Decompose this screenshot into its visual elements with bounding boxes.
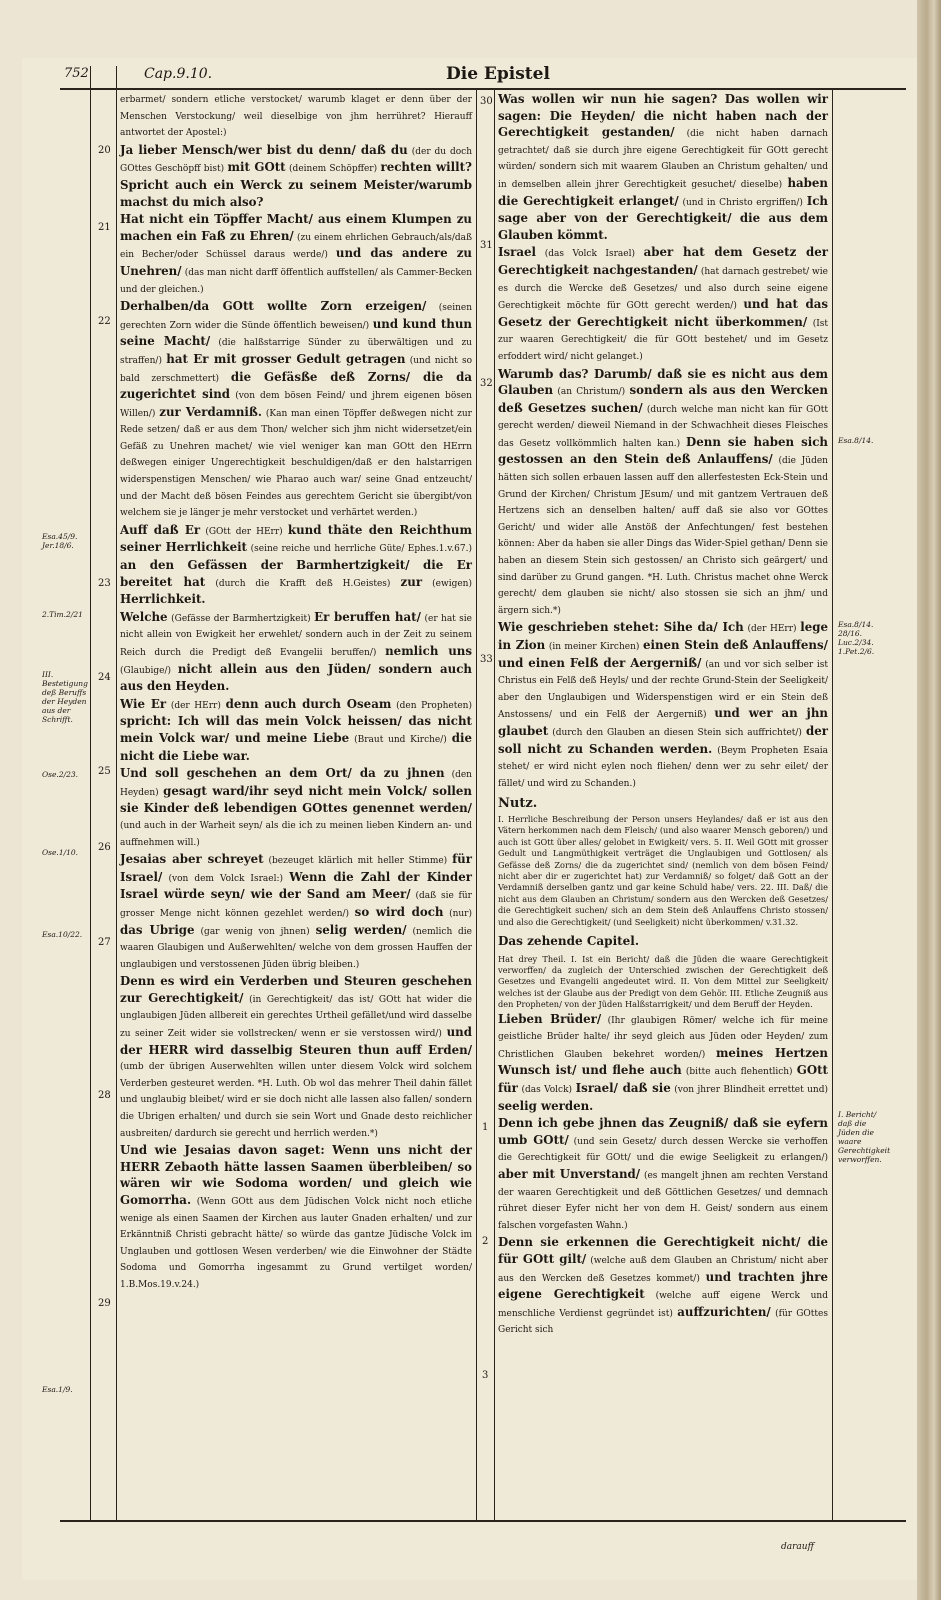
gloss: (und in Christo ergriffen/): [682, 197, 803, 208]
verse-paragraph: [120, 766, 472, 851]
gloss: (Braut und Kirche/): [354, 734, 447, 745]
scripture: GOtt für: [498, 1063, 828, 1095]
margin-note-tim: 2.Tim.2/21: [42, 610, 83, 619]
gloss: (und sein Gesetz/ durch dessen Wercke sie verhoffen die Gerechtigkeit für GOtt/ und die ewige Seeligkeit zu erlangen/): [498, 1136, 828, 1164]
scripture: so wird doch: [354, 904, 444, 919]
verse-paragraph: [120, 143, 472, 211]
center-rule-2: [494, 90, 495, 1522]
gloss: (hat darnach gestrebet/ wie es durch die Wercke deß Gesetzes/ und also durch seine eigene Gerechtigkeit möchte für GOtt gerecht werden/): [498, 266, 828, 312]
scripture: Israel: [498, 245, 537, 260]
scripture: Was wollen wir nun hie sagen? Das wollen wir sagen: Die Heyden/ die nicht haben nach der Gerechtigkeit gestanden/: [498, 92, 828, 140]
scripture: Wie geschrieben stehet: Sihe da/ Ich: [498, 620, 744, 635]
verse-paragraph: [120, 212, 472, 298]
center-rule-1: [476, 90, 477, 1522]
gloss: (die nicht haben darnach getrachtet/ daß sie durch jhre eigene Gerechtigkeit für GOtt gerecht würden/ sondern sich mit waarem Glauben an Christum gehalten/ und in demselben allein jhrer Gerechtigkeit gesuchet/ dieselbe): [498, 129, 828, 190]
scripture: Wenn die Zahl der Kinder Israel würde seyn/ wie der Sand am Meer/: [120, 869, 472, 902]
margin-note-esa-8-14: Esa.8/14.: [838, 436, 874, 445]
scripture: Jesaias aber schreyet: [120, 852, 264, 867]
scripture: hat Er mit grosser Gedult getragen: [166, 351, 406, 366]
gloss: (der HErr): [170, 700, 221, 711]
margin-note-esa-1-9: Esa.1/9.: [42, 1385, 73, 1394]
scripture: Und soll geschehen an dem Ort/ da zu jhnen: [120, 766, 445, 781]
gloss: (von jhrer Blindheit errettet und): [674, 1085, 828, 1095]
verse-number: 20: [98, 145, 111, 156]
scripture: Derhalben/da GOtt wollte Zorn erzeigen/: [120, 299, 427, 314]
gloss: (von dem Volck Israel:): [168, 873, 284, 884]
verse-number: 25: [98, 766, 111, 777]
scripture: zur: [400, 574, 423, 589]
gloss: (der du doch GOttes Geschöpff bist): [120, 146, 472, 175]
gloss: (und auch in der Warheit seyn/ als die ich zu meinen lieben Kindern an- und auffnehmen will.): [120, 820, 472, 848]
gloss: (seinen gerechten Zorn wider die Sünde öffentlich beweisen/): [120, 303, 472, 331]
scripture: gesagt ward/ihr seyd nicht mein Volck/ sollen sie Kinder deß lebendigen GOttes genennet werden/: [120, 783, 472, 816]
gloss: (das Volck Israel): [544, 249, 635, 260]
margin-note-bericht: I. Bericht/ daß die Jüden die waare Gerechtigkeit verworffen.: [838, 1110, 891, 1164]
scripture: seelig werden.: [498, 1098, 594, 1113]
gloss: (Kan man einen Töpffer deßwegen nicht zur Rede setzen/ daß er aus dem Thon/ welcher sich jhm nicht widersetzet/ein Gefäß zu Unehren machet/ wie viel weniger kan man GOtt den HErrn deßwegen einiger Ungerechtigkeit beschuldigen/daß er den halstarrigen widerspenstigen Menschen/ wie Pharao auch war/ seine Gnad entzeucht/ und der Macht deß bösen Feindes aus gerechtem Gericht sie übergibt/von welchem sie je länger je mehr verstocket und verhärtet werden.): [120, 408, 472, 519]
gloss: (für GOttes Gericht sich: [498, 1308, 828, 1336]
scripture: der soll nicht zu Schanden werden.: [498, 723, 828, 756]
right-margin-rule: [832, 90, 833, 1522]
gloss: (an und vor sich selber ist Christus ein Felß deß Heyls/ und der rechte Grund-Stein der Seeligkeit/ aber den Unglaubigen und Widerspenstigen wird er ein Stein deß Anstossens/ und ein Felß der Aergerniß): [498, 659, 828, 721]
footer-rule: [60, 1520, 906, 1522]
scripture: Wie Er: [120, 696, 167, 711]
verse-number: 3: [482, 1370, 489, 1381]
gloss: (an Christum/): [557, 387, 626, 398]
scripture: Ja lieber Mensch/wer bist du denn/ daß du: [120, 142, 408, 157]
margin-note-esa-10-22: Esa.10/22.: [42, 930, 83, 939]
verse-number: 29: [98, 1298, 111, 1309]
scripture: zur Verdamniß.: [159, 404, 262, 419]
gloss: (daß sie für grosser Menge nicht können gezehlet werden/): [120, 891, 472, 919]
left-verse-rule: [116, 66, 117, 1522]
verse-paragraph: [498, 620, 828, 792]
gloss: (gar wenig von jhnen): [200, 926, 310, 937]
gloss: (GOtt der HErr): [205, 526, 283, 537]
verse-number: 33: [480, 654, 493, 665]
gloss: (Beym Propheten Esaia stehet/ er wird nicht eylen noch fliehen/ denn wer zu sehr eilet/ der fället/ und wird zu Schanden.): [498, 745, 828, 789]
nutz-text: I. Herrliche Beschreibung der Person unsers Heylandes/ daß er ist aus den Vätern herkommen nach dem Fleisch/ (und also waarer Mensch geboren/) und auch ist GOtt über alles/ gelobet in Ewigkeit/ vers. 5. II. Weil GOtt mit grosser Gedult und Langmüthigkeit verträget die Unglaubigen und Gottlosen/ als Gefässe deß Zorns/ die da zugerichtet sind/ (nemlich von dem bösen Feind/ nicht aber dir er zugerichtet hat) zur Verdamniß/ so folget/ daß Gott an der Verdamniß derselben gantz und gar keine Schuld habe/ vers. 22. III. Daß/ die nicht aus dem Glauben an Christum/ sondern aus den Wercken deß Gesetzes/ die Gerechtigkeit suchen/ sich an dem Stein deß Anlauffens Christo stossen/ und also die Gerechtigkeit/ (und Seeligkeit) nicht überkommen/ v.31.32.: [498, 813, 828, 927]
gloss: (durch die Krafft deß H.Geistes): [215, 578, 391, 589]
gloss: (nur): [449, 908, 472, 919]
gloss: (welche auß dem Glauben an Christum/ nicht aber aus den Wercken deß Gesetzes kommet/): [498, 1255, 828, 1284]
scripture: Denn ich gebe jhnen das Zeugniß/ daß sie eyfern umb GOtt/: [498, 1116, 828, 1147]
gloss: erbarmet/ sondern etliche verstocket/ warumb klaget er denn über der Menschen Verstockung/ weil dieselbige von jhm herrühret? Hierauff antwortet der Apostel:): [120, 95, 472, 139]
gloss: (Gefässe der Barmhertzigkeit): [171, 613, 311, 624]
gloss: (der HErr): [747, 624, 797, 635]
scripture: Warumb das? Darumb/ daß sie es nicht aus dem Glauben: [498, 366, 828, 398]
scripture: Ich sage aber von der Gerechtigkeit/ die aus dem Glauben kömmt.: [498, 193, 828, 242]
margin-note-bestetigung: III. Bestetigung deß Beruffs der Heyden aus der Schrifft.: [42, 670, 88, 724]
scripture: Lieben Brüder/: [498, 1011, 602, 1026]
scripture: spricht: Ich will das mein Volck heissen/ das nicht mein Volck war/ und meine Liebe: [120, 714, 472, 745]
gloss: (zu einem ehrlichen Gebrauch/als/daß ein Becher/oder Schüssel daraus werde/): [120, 232, 472, 261]
gloss: (von dem bösen Feind/ und jhrem eigenen bösen Willen/): [120, 391, 472, 419]
right-text-column: [498, 92, 828, 1340]
scripture: lege in Zion: [498, 620, 829, 652]
scripture: rechten willt? Spricht auch ein Werck zu seinem Meister/warumb machst du mich also?: [120, 160, 472, 209]
scripture: kund thäte den Reichthum seiner Herrlichkeit: [120, 522, 472, 555]
scripture: sondern als aus den Wercken deß Gesetzes suchen/: [498, 383, 828, 415]
verse-number: 31: [480, 240, 493, 251]
gloss: (durch den Glauben an diesen Stein sich auffrichtet/): [552, 727, 802, 738]
chapter-heading: Das zehende Capitel.: [498, 934, 640, 948]
verse-number: 2: [482, 1236, 489, 1247]
verse-paragraph: [498, 245, 828, 365]
verse-number: 24: [98, 672, 111, 683]
scripture: und der HERR wird dasselbig Steuren thun auff Erden/: [120, 1025, 472, 1057]
scripture: einen Stein deß Anlauffens/ und einen Felß der Aergerniß/: [498, 638, 828, 670]
gloss: (bitte auch flehentlich): [685, 1067, 793, 1078]
gloss: (das man nicht darff öffentlich auffstellen/ als Cammer-Becken und der gleichen.): [120, 267, 473, 295]
chapter-reference: Cap.9.10.: [144, 66, 213, 82]
gloss: (es mangelt jhnen am rechten Verstand der waaren Gerechtigkeit und deß Göttlichen Gesetzes/ und demnach rühret dieser Eyfer nicht her von dem H. Geist/ sondern aus einem falschen vorgefasten Wahn.): [498, 1170, 828, 1231]
gloss: (Wenn GOtt aus dem Jüdischen Volck nicht noch etliche wenige als einen Saamen der Kirchen aus lauter Gnaden erhalten/ und zur Erkänntniß Christi gebracht hätte/ so würde das gantze Jüdische Volck im Unglauben und gottlosen Wesen verderben/ wie die Einwohner der Städte Sodoma und Gomorrha ingesammt zu Grund vertilget worden/ 1.B.Mos.19.v.24.): [120, 1197, 472, 1290]
verse-paragraph: [120, 610, 472, 696]
verse-paragraph: [120, 697, 472, 765]
scripture: haben die Gerechtigkeit erlanget/: [498, 175, 828, 208]
gloss: (den Heyden): [120, 770, 472, 798]
gloss: (er hat sie nicht allein von Ewigkeit her erwehlet/ sondern auch in der Zeit zu seinem Reich durch die Predigt deß Evangelii beruffen/): [120, 613, 472, 658]
verse-paragraph: [120, 1143, 472, 1293]
page-number: 752: [64, 66, 89, 81]
scripture: die Gefäsße deß Zorns/ die da zugerichtet sind: [120, 369, 472, 402]
gloss: (deinem Schöpffer): [289, 164, 378, 175]
scripture: Denn sie haben sich gestossen an den Stein deß Anlauffens/: [498, 434, 828, 467]
scripture: und wer an jhn glaubet: [498, 706, 828, 738]
scripture: und trachten jhre eigene Gerechtigkeit: [498, 1269, 828, 1302]
scripture: auffzurichten/: [677, 1304, 771, 1319]
scripture: Welche: [120, 609, 168, 624]
gloss: (ewigen): [432, 578, 472, 589]
scripture: meines Hertzen Wunsch ist/ und flehe auch: [498, 1045, 828, 1078]
verse-number: 27: [98, 937, 111, 948]
header-rule: [60, 88, 906, 90]
running-head: Die Epistel: [446, 64, 550, 84]
page-header: [56, 66, 904, 88]
gloss: (nemlich die waaren Glaubigen und Außerwehlten/ welche von dem grossen Hauffen der unglaubigen und verstossenen Jüden übrig bleiben.): [120, 926, 473, 970]
gloss: (Ist zur waaren Gerechtigkeit/ die für GOtt bestehet/ und im Gesetz erfoddert wird/ nicht gelanget.): [498, 318, 828, 362]
verse-number: 1: [482, 1122, 489, 1133]
gloss: (die Jüden hätten sich sollen erbauen lassen auff den allerfestesten Eck-Stein und Grund der Kirchen/ Christum JEsum/ und mit gantzem Vertrauen deß Hertzens sich an denselben halten/ auff daß sie also vor GOttes Gericht/ und wider alle Anstöß der Anfechtungen/ fest bestehen können: Aber da haben sie aller Dings das Wider-Spiel gethan/ Denn sie haben an diesem Stein sich gestossen/ an Christo sich geärgert/ und sind darüber zu Grund gangen. *H. Luth. Christus machet ohne Werck gerecht/ dem glauben sie nicht/ also stossen sie sich an jhm/ und ärgern sich.*): [498, 456, 828, 616]
scripture: nicht allein aus den Jüden/ sondern auch aus den Heyden.: [120, 661, 473, 694]
scripture: und hat das Gesetz der Gerechtigkeit nicht überkommen/: [498, 297, 828, 329]
verse-paragraph: [498, 92, 828, 244]
gloss: (in meiner Kirchen): [548, 642, 640, 652]
margin-note-esa-jer: Esa.45/9. Jer.18/6.: [42, 532, 78, 550]
scripture: das Ubrige: [120, 922, 195, 937]
gloss: (bezeuget klärlich mit heller Stimme): [268, 856, 448, 867]
verse-number: 28: [98, 1090, 111, 1101]
book-page-edge: [917, 0, 941, 1600]
verse-paragraph: [120, 974, 472, 1142]
gloss: (Glaubige/): [120, 665, 172, 676]
scripture: selig werden/: [315, 922, 407, 937]
verse-number: 26: [98, 842, 111, 853]
verse-paragraph: [498, 1012, 828, 1116]
left-margin-rule: [90, 66, 91, 1522]
scripture: aber hat dem Gesetz der Gerechtigkeit nachgestanden/: [498, 245, 828, 277]
scripture: Hat nicht ein Töpffer Macht/ aus einem Klumpen zu machen ein Faß zu Ehren/: [120, 212, 472, 243]
scripture: mit GOtt: [227, 160, 286, 175]
verse-number: 22: [98, 316, 111, 327]
scripture: nemlich uns: [385, 644, 472, 658]
scripture: Und wie Jesaias davon saget: Wenn uns nicht der HERR Zebaoth hätte lassen Saamen überbleiben/ so wären wir wie Sodoma worden/ und gleich wie Gomorrha.: [120, 1143, 472, 1207]
scripture: Herrlichkeit.: [120, 592, 206, 607]
verse-number: 32: [480, 378, 493, 389]
chapter-summary: Hat drey Theil. I. Ist ein Bericht/ daß die Jüden die waare Gerechtigkeit verworffen/ da zugleich der Unterschied zwischen der Gerechtigkeit deß Gesetzes und Evangelii angedeutet wird. II. Von dem Mittel zur Seeligkeit/ welches ist der Glaube aus der Predigt von dem Gehör. III. Etliche Zeugniß aus den Propheten/ von der Jüden Halßstarrigkeit/ und dem Beruff der Heyden.: [498, 953, 828, 1010]
verse-number: 23: [98, 578, 111, 589]
margin-note-esa-luc-pet: Esa.8/14. 28/16. Luc.2/34. 1.Pet.2/6.: [838, 620, 875, 656]
verse-paragraph: [498, 1116, 828, 1234]
gloss: (die halßstarrige Sünder zu überwältigen und zu straffen/): [120, 338, 472, 366]
verse-paragraph: [120, 523, 472, 609]
verse-number: 30: [480, 96, 493, 107]
verse-paragraph: [120, 299, 472, 522]
catchword: darauff: [781, 1542, 814, 1552]
gloss: (seine reiche und herrliche Güte/ Ephes.1.v.67.): [250, 544, 472, 555]
verse-paragraph: [120, 852, 472, 973]
left-text-column: [120, 92, 472, 1295]
gloss: (das Volck): [521, 1085, 573, 1095]
scripture: und kund thun seine Macht/: [120, 316, 472, 349]
scripture: Er beruffen hat/: [314, 609, 421, 624]
scripture: denn auch durch Oseam: [225, 696, 392, 711]
scripture: für Israel/: [120, 852, 472, 884]
gloss: (umb der übrigen Auserwehlten willen unter diesem Volck wird solchem Verderben gesteuret werden. *H. Luth. Ob wol das mehrer Theil dahin fället und unglaubig bleibet/ wird er sie doch nicht alle lassen also fallen/ sondern die Ubrigen erhalten/ und durch sie sein Wort und Gnade desto reichlicher ausbreiten/ dardurch sie gerecht und herrlich werden.*): [120, 1062, 472, 1139]
gloss: (den Propheten): [396, 700, 472, 711]
scripture: Israel/ daß sie: [575, 1081, 671, 1095]
verse-number: 21: [98, 222, 111, 233]
scripture: und das andere zu Unehren/: [120, 246, 472, 278]
scripture: Auff daß Er: [120, 522, 201, 537]
verse-paragraph: [498, 1235, 828, 1339]
scripture: Denn sie erkennen die Gerechtigkeit nicht/ die für GOtt gilt/: [498, 1235, 828, 1266]
paragraph: [120, 92, 472, 142]
scripture: aber mit Unverstand/: [498, 1166, 641, 1181]
scripture: Denn es wird ein Verderben und Steuren geschehen zur Gerechtigkeit/: [120, 974, 472, 1005]
verse-paragraph: [498, 367, 828, 620]
gloss: (Ihr glaubigen Römer/ welche ich für meine geistliche Brüder halte/ ihr seyd gleich aus Jüden oder Heyden/ zum Christlichen Glauben bekehret worden/): [498, 1015, 829, 1060]
margin-note-ose-1-10: Ose.1/10.: [42, 848, 79, 857]
gloss: (durch welche man nicht kan für GOtt gerecht werden/ dieweil Niemand in der Schwachheit dieses Fleisches das Gesetz vollkömmlich halten kan.): [498, 404, 828, 449]
gloss: (und nicht so bald zerschmettert): [120, 355, 472, 384]
margin-note-ose-2-23: Ose.2/23.: [42, 770, 79, 779]
gloss: (welche auff eigene Werck und menschliche Verdienst gegründet ist): [498, 1291, 828, 1319]
scripture: die nicht die Liebe war.: [120, 730, 472, 763]
nutz-heading: Nutz.: [498, 796, 538, 812]
gloss: (in Gerechtigkeit/ das ist/ GOtt hat wider die unglaubigen Jüden allbereit ein gerechtes Urtheil gefället/und wird dasselbe zu seiner Zeit wider sie vollstrecken/ wenn er sie verstossen wird/): [120, 994, 472, 1040]
scripture: an den Gefässen der Barmhertzigkeit/ die Er bereitet hat: [120, 558, 472, 589]
